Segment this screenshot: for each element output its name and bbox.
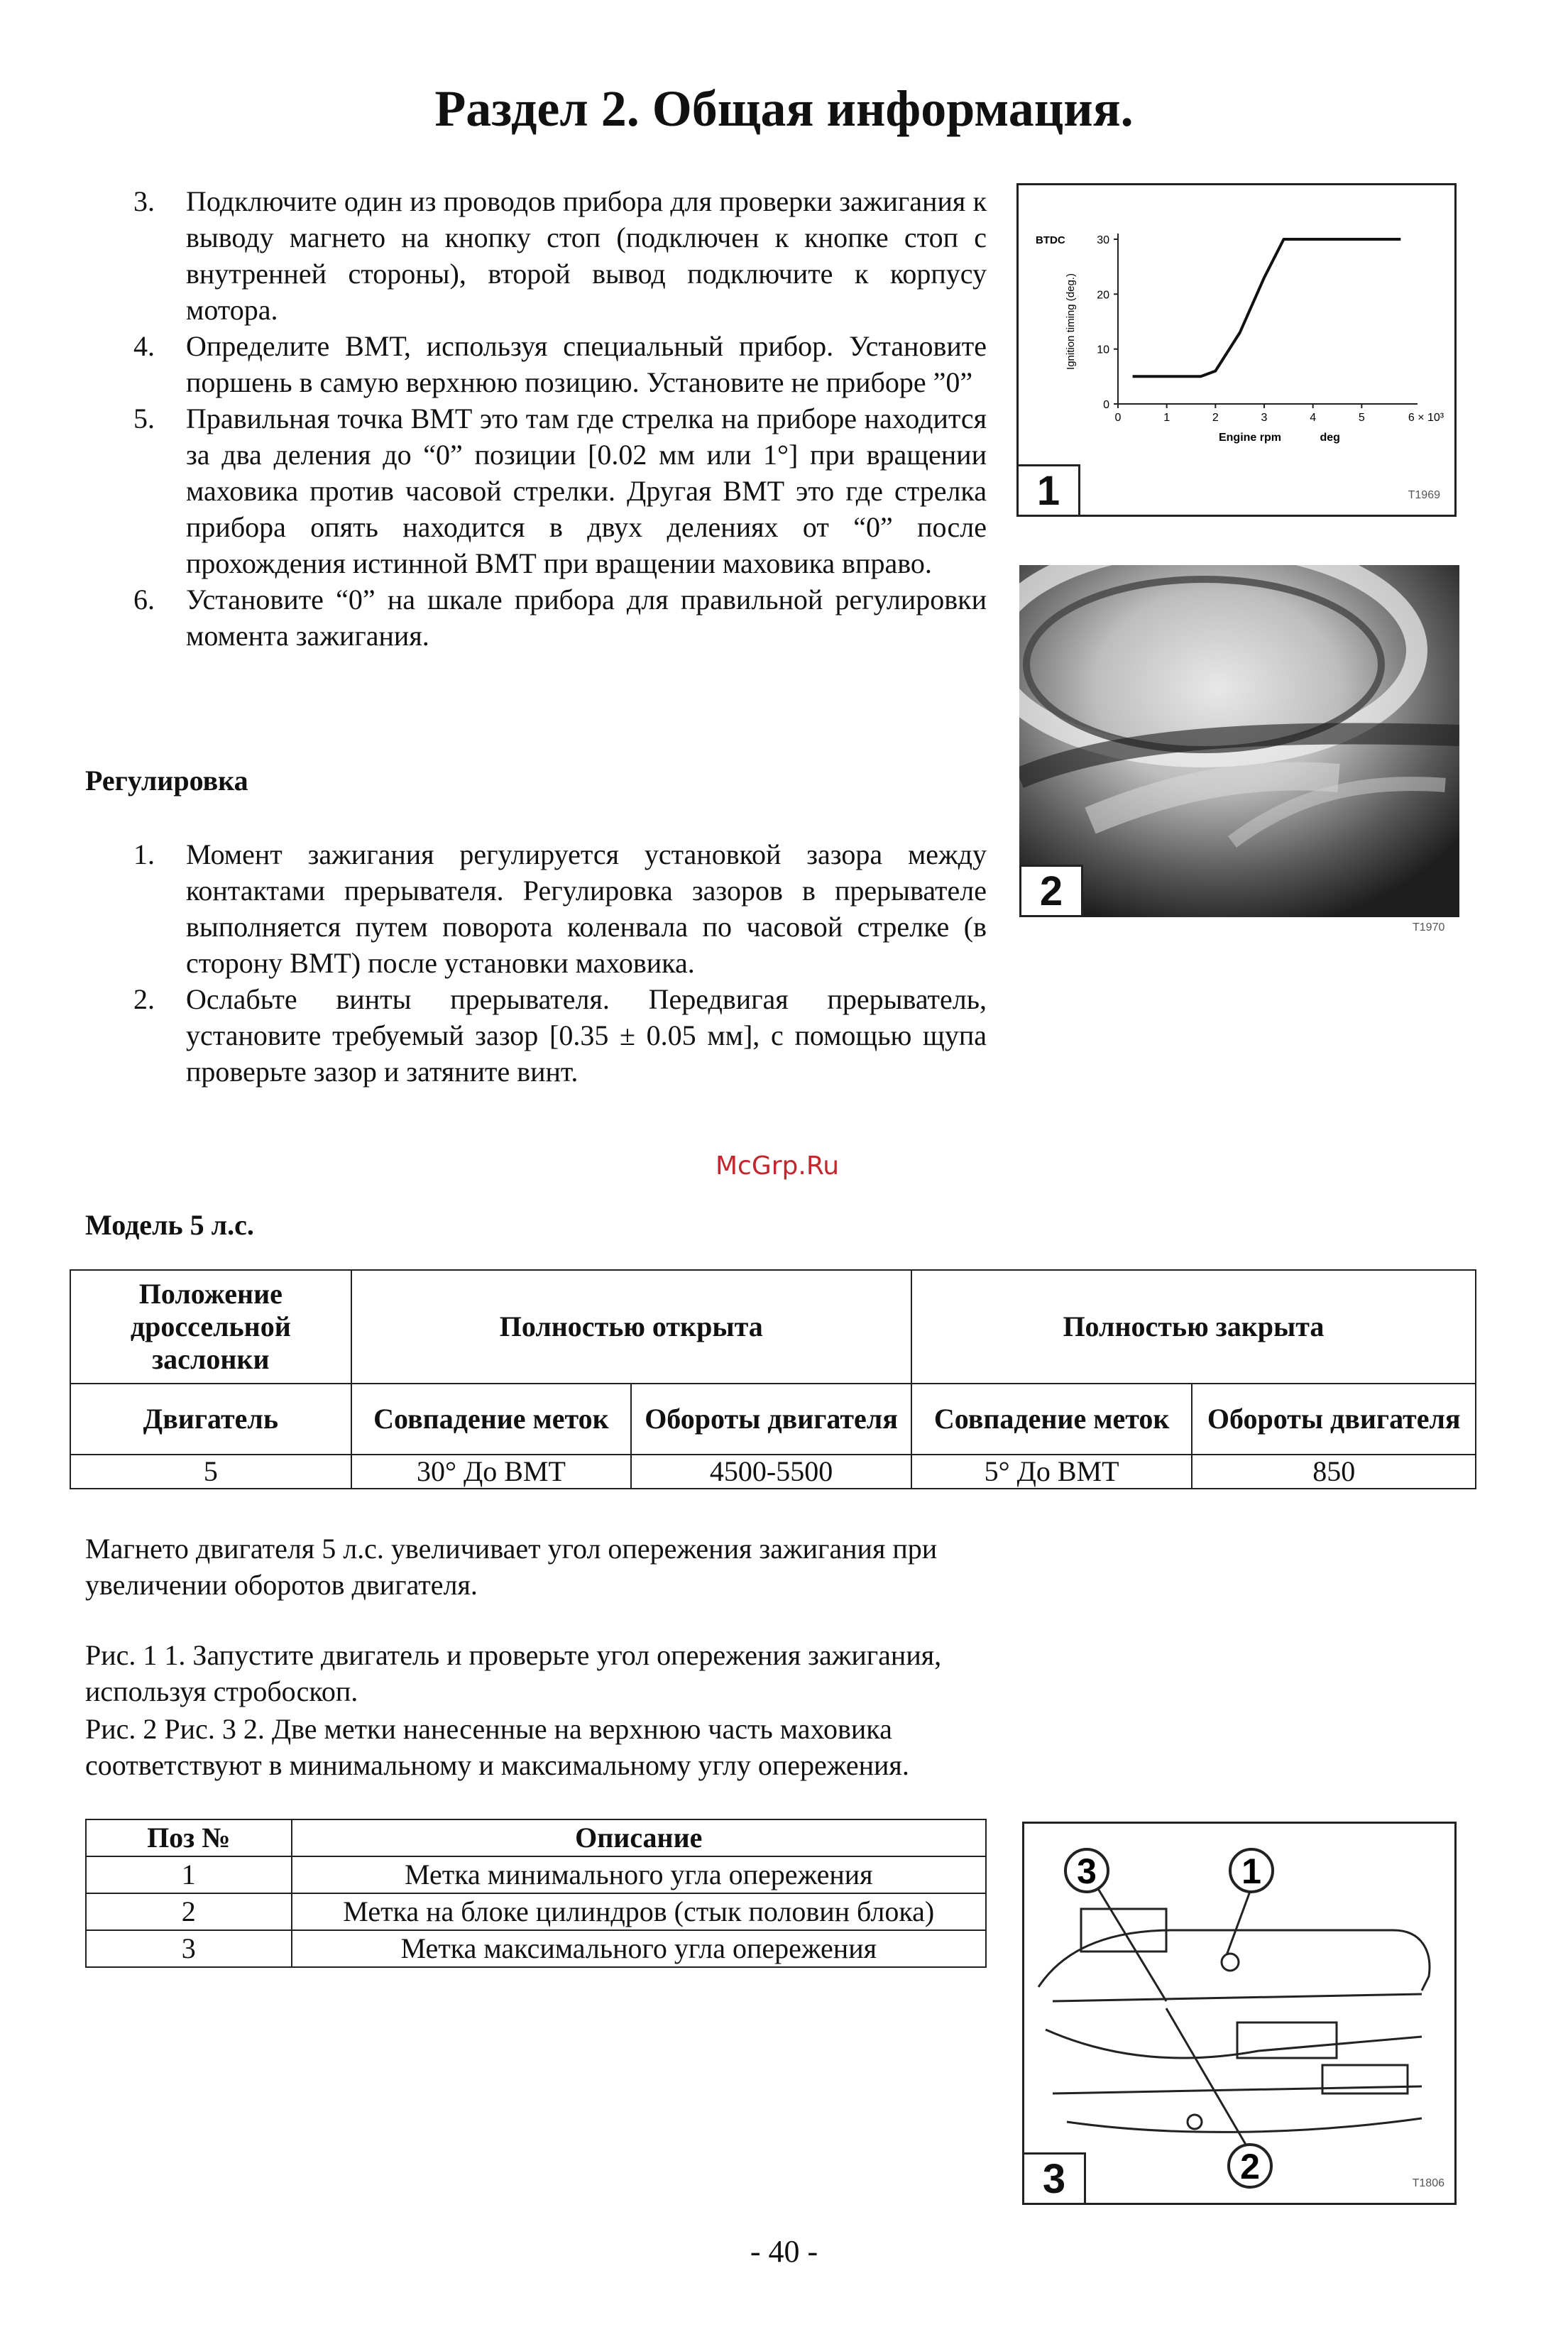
closed-header: Полностью закрыта <box>911 1270 1476 1384</box>
section-heading: Регулировка <box>85 765 248 797</box>
steps-top <box>85 183 987 654</box>
figure-code: T1969 <box>1408 489 1440 501</box>
position-table <box>85 1819 987 1968</box>
x-tick-label: 5 <box>1358 412 1365 424</box>
y-tick-label: 30 <box>1097 234 1109 246</box>
list-item: 1. Момент зажигания регулируется установкой зазора между контактами прерывателя. Регулировка зазоров в прерывателе выполняется путем поворота коленвала по часовой стрелке (в сторону ВМТ) после установки маховика. <box>133 838 987 979</box>
figure-number: 1 <box>1016 464 1080 517</box>
figure-code: T1970 <box>1413 921 1445 934</box>
pos-header: Поз № <box>86 1819 292 1856</box>
rpm-header: Обороты двигателя <box>631 1384 911 1455</box>
table-row: 2 Метка на блоке цилиндров (стык половин блока) <box>86 1893 986 1930</box>
callout-2: 2 <box>1240 2147 1260 2186</box>
y-tick-label: 20 <box>1097 289 1109 302</box>
table-row: 5 30° До ВМТ 4500-5500 5° До ВМТ 850 <box>70 1455 1476 1489</box>
x-tick-label: 2 <box>1212 412 1219 424</box>
y-tick-label: 0 <box>1103 399 1109 411</box>
page-title: Раздел 2. Общая информация. <box>434 80 1134 137</box>
list-item: 6. Установите “0” на шкале прибора для правильной регулировки момента зажигания. <box>133 584 987 652</box>
list-item: 5. Правильная точка ВМТ это там где стрелка на приборе находится за два деления до “0” позиции [0.02 мм или 1°] при вращении маховика против часовой стрелки. Другая ВМТ это где стрелка прибора опять находится в двух делениях от “0” после прохождения истинной ВМТ при вращении маховика вправо. <box>133 403 987 579</box>
table-row: 1 Метка минимального угла опережения <box>86 1856 986 1893</box>
x-axis-label: Engine rpm <box>1218 432 1282 444</box>
series-line <box>1133 239 1401 376</box>
open-header: Полностью открыта <box>351 1270 911 1384</box>
timing-table <box>70 1269 1476 1489</box>
x-tick-label: 3 <box>1261 412 1268 424</box>
y-top-label: BTDC <box>1036 234 1065 246</box>
x-tick-label: 4 <box>1310 412 1317 424</box>
list-item: 4. Определите ВМТ, используя специальный прибор. Установите поршень в самую верхнюю позицию. Установите не приборе ”0” <box>133 330 987 398</box>
deg-label: deg <box>1320 432 1340 444</box>
x-unit-label: 6 × 10³ <box>1408 412 1444 424</box>
x-tick-label: 1 <box>1163 412 1170 424</box>
timing-chart <box>1019 185 1454 515</box>
page-number: - 40 - <box>750 2234 818 2269</box>
marks-header: Совпадение меток <box>911 1384 1193 1455</box>
fig1-note: Рис. 1 1. Запустите двигатель и проверьте угол опережения зажигания, используя стробоскоп. <box>85 1639 942 1707</box>
callout-1: 1 <box>1241 1851 1261 1891</box>
steps-adjust <box>85 836 987 1090</box>
list-item: 3. Подключите один из проводов прибора для проверки зажигания к выводу магнето на кнопку стоп (подключен к кнопке стоп с внутренней стороны), второй вывод подключите к корпусу мотора. <box>133 185 987 326</box>
figure-code: T1806 <box>1412 2177 1444 2189</box>
figure-number: 2 <box>1019 865 1083 917</box>
marks-header: Совпадение меток <box>351 1384 632 1455</box>
model-heading: Модель 5 л.с. <box>85 1209 254 1241</box>
engine-header: Двигатель <box>70 1384 351 1455</box>
y-axis-label: Ignition timing (deg.) <box>1065 273 1077 370</box>
fig2-note: Рис. 2 Рис. 3 2. Две метки нанесенные на верхнюю часть маховика соответствуют в минимальному и максимальному углу опережения. <box>85 1713 909 1781</box>
magneto-note: Магнето двигателя 5 л.с. увеличивает угол опережения зажигания при увеличении оборотов двигателя. <box>85 1533 938 1601</box>
figure-2 <box>1019 565 1459 917</box>
figure-3 <box>1022 1822 1457 2205</box>
table-row: 3 Метка максимального угла опережения <box>86 1930 986 1967</box>
desc-header: Описание <box>292 1819 986 1856</box>
figure-1 <box>1016 183 1457 517</box>
figure-number: 3 <box>1022 2152 1086 2205</box>
callout-3: 3 <box>1077 1851 1097 1891</box>
throttle-header: Положение дроссельной заслонки <box>70 1270 351 1384</box>
x-tick-label: 0 <box>1114 412 1122 424</box>
list-item: 2. Ослабьте винты прерывателя. Передвигая прерыватель, установите требуемый зазор [0.35 ± 0.05 мм], с помощью щупа проверьте зазор и затяните винт. <box>133 983 987 1088</box>
engine-drawing <box>1024 1824 1454 2203</box>
watermark: McGrp.Ru <box>716 1151 840 1181</box>
flywheel-photo <box>1019 565 1459 917</box>
y-tick-label: 10 <box>1097 344 1109 356</box>
rpm-header: Обороты двигателя <box>1192 1384 1476 1455</box>
